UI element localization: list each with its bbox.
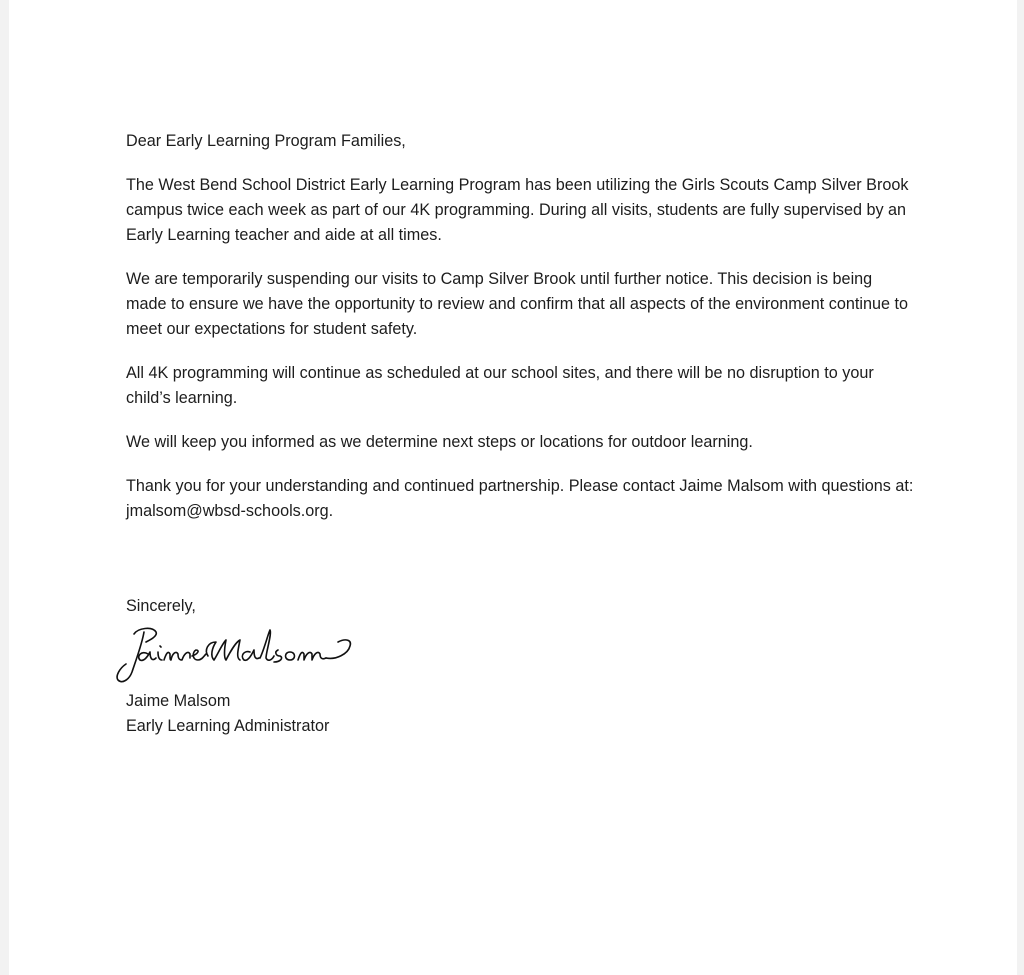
signer-title: Early Learning Administrator [126,717,330,735]
signer-block [126,689,329,739]
letter-closing: Sincerely, [126,597,196,615]
letter-paragraph-5: Thank you for your understanding and continued partnership. Please contact Jaime Malsom with questions at: jmalsom@wbsd-schools.org. [126,477,914,520]
letter-greeting: Dear Early Learning Program Families, [126,132,406,150]
letter-paragraph-2: We are temporarily suspending our visits to Camp Silver Brook until further notice. This decision is being made to ensure we have the opportunity to review and confirm that all aspects of the environment continue to meet our expectations for student safety. [126,270,908,338]
handwritten-signature [112,620,372,692]
letter-body [126,129,916,543]
letter-paragraph-1: The West Bend School District Early Learning Program has been utilizing the Girls Scouts Camp Silver Brook campus twice each week as part of our 4K programming. During all visits, students are fully supervised by an Early Learning teacher and aide at all times. [126,176,909,244]
letter-paragraph-4: We will keep you informed as we determine next steps or locations for outdoor learning. [126,433,753,451]
signer-name: Jaime Malsom [126,692,231,710]
letter-paragraph-3: All 4K programming will continue as scheduled at our school sites, and there will be no disruption to your child’s learning. [126,364,874,407]
